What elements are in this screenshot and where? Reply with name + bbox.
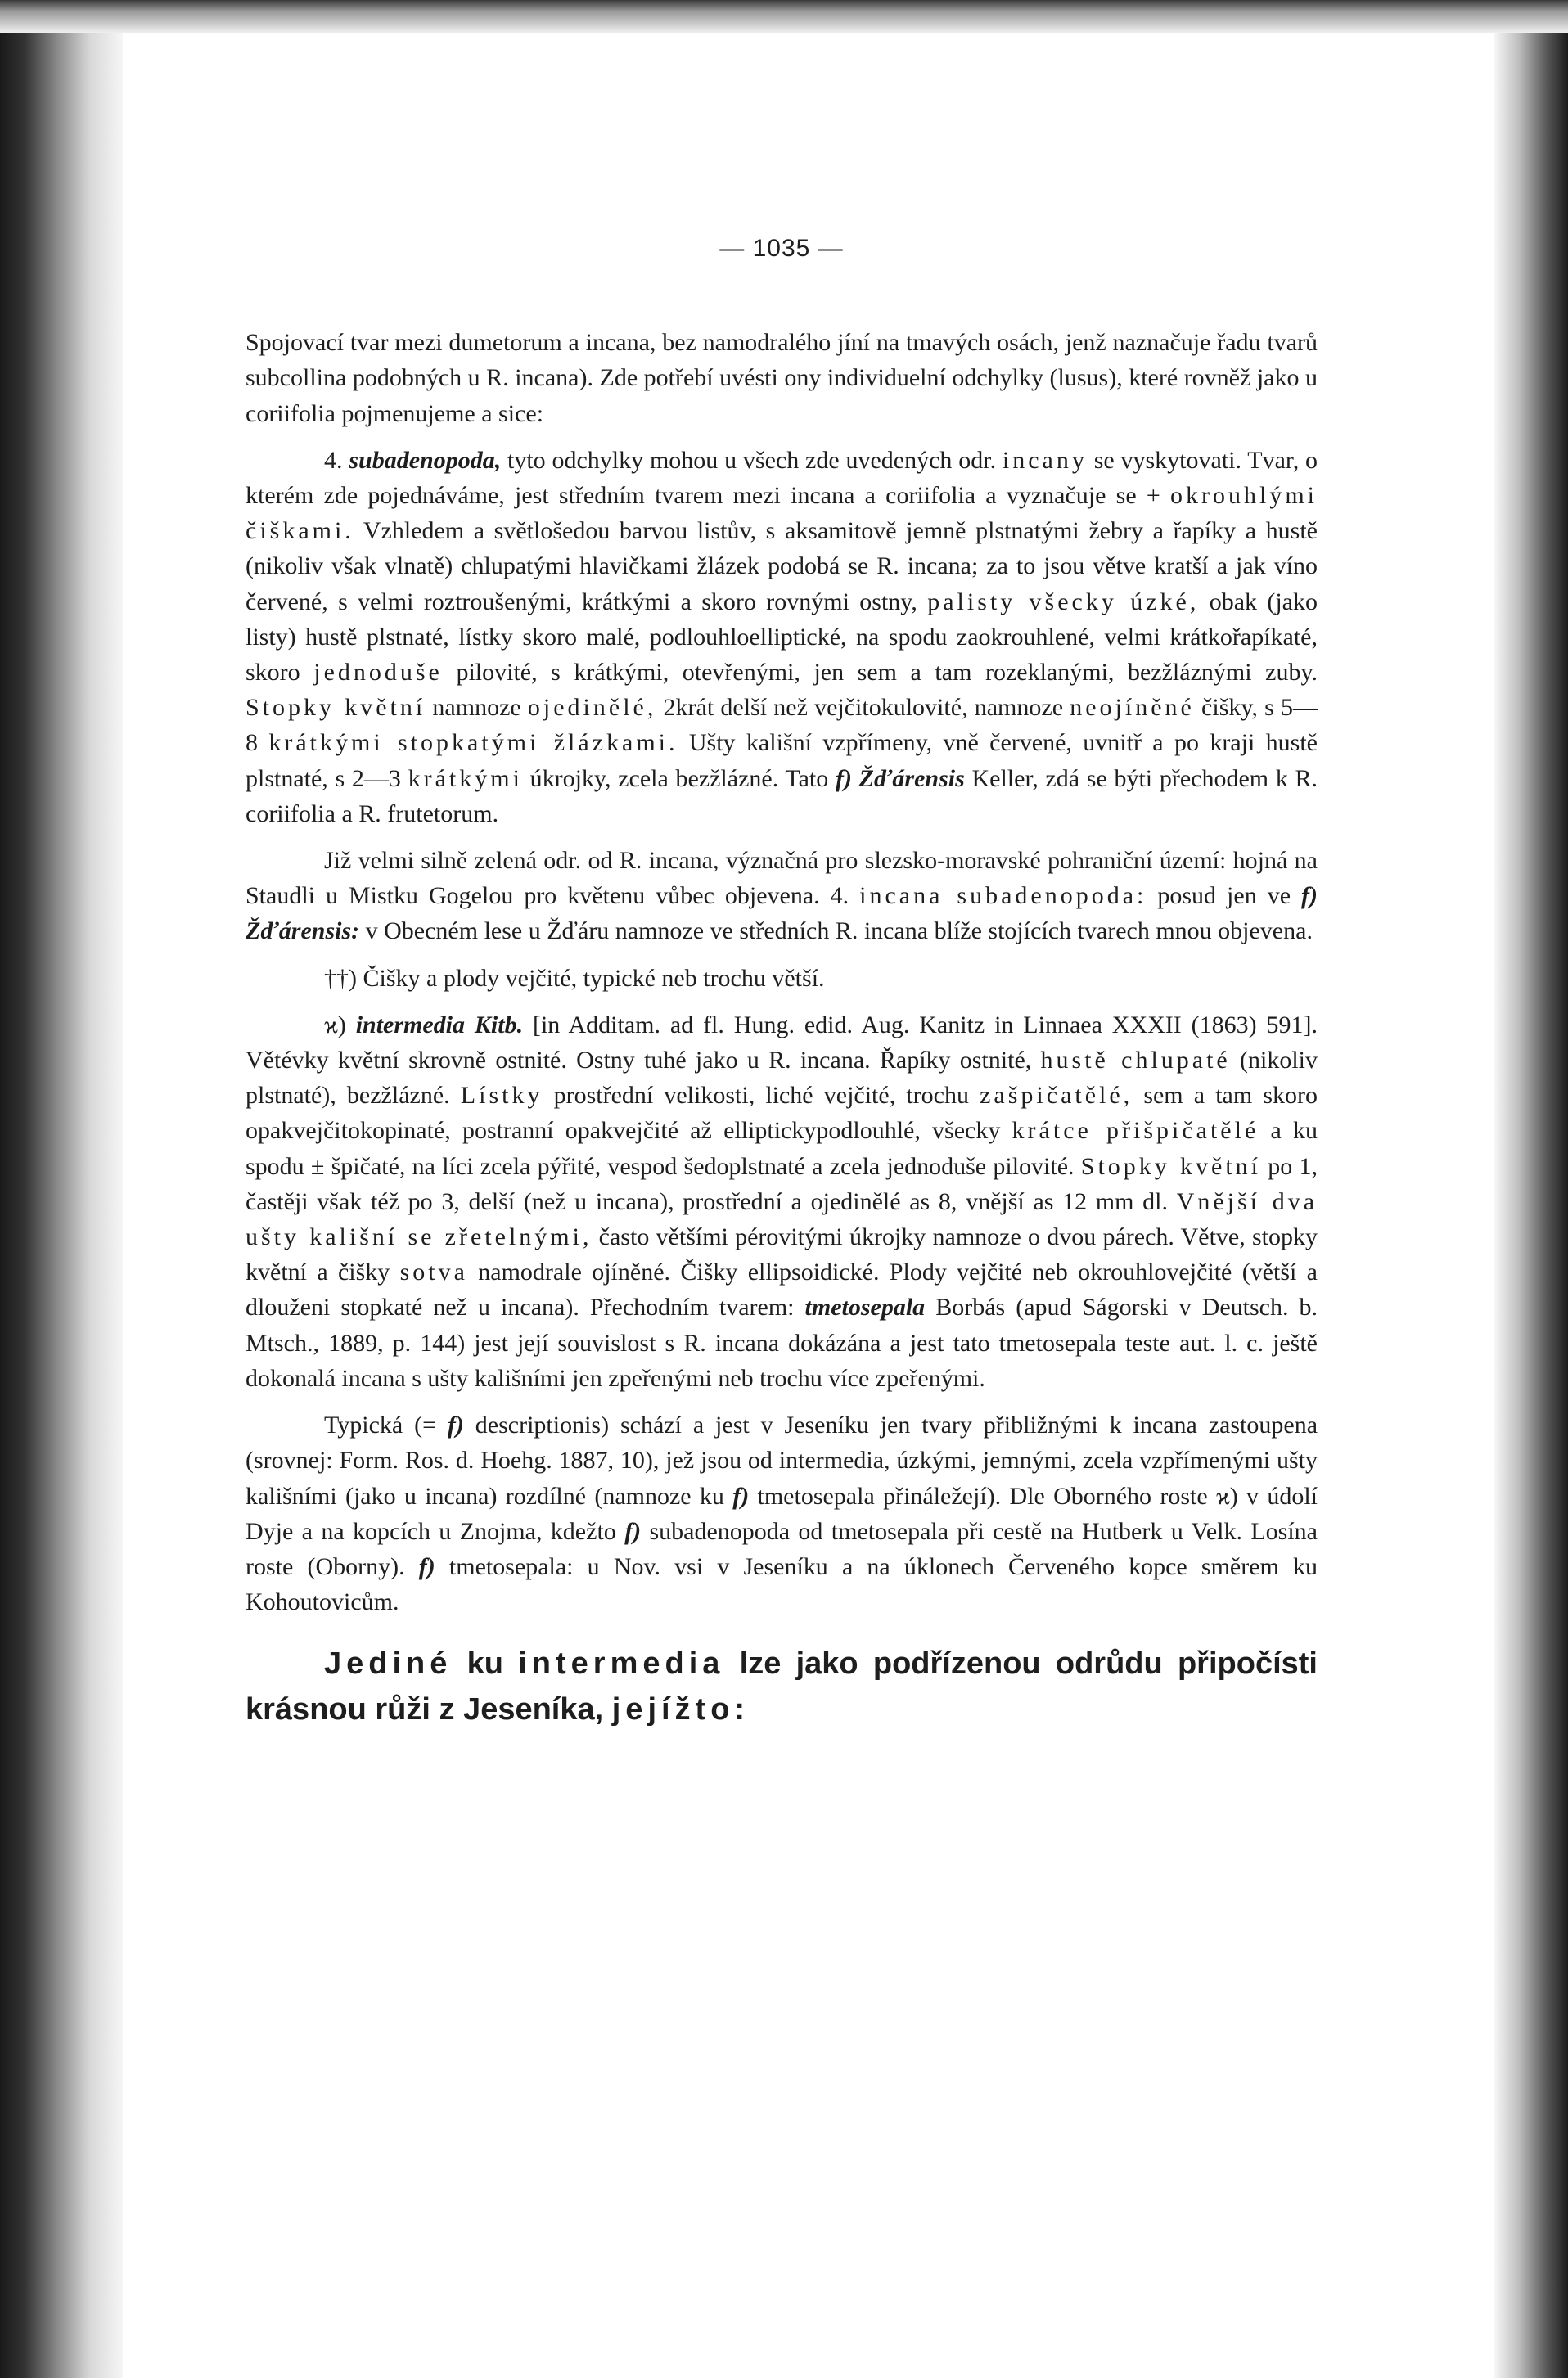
spaced-text: hustě chlupaté: [1040, 1047, 1231, 1074]
spaced-text: zašpičatělé,: [980, 1082, 1133, 1110]
text-run: sem a tam skoro opakvejčitokopinaté, postranní opakvejčité až elliptickypodlouhlé, všecky: [246, 1082, 1318, 1145]
spaced-text: Lístky: [460, 1082, 543, 1110]
spaced-text: sotva: [399, 1259, 468, 1286]
text-run: tyto odchylky mohou u všech zde uvedených odr.: [501, 446, 1003, 474]
spaced-text: ojedinělé,: [527, 694, 657, 722]
taxon-marker: f): [732, 1482, 750, 1510]
spaced-text: Vnější dva ušty kališní se zřetelnými,: [246, 1187, 1318, 1251]
text-run: namnoze: [426, 694, 528, 722]
text-run: ϰ): [324, 1011, 356, 1038]
text-run: tmetosepala: u Nov. vsi v Jeseníku a na úklonech Červeného kopce směrem ku Kohoutovicům.: [246, 1552, 1318, 1616]
paragraph-distribution: [246, 843, 1318, 949]
paragraph-key-fruit: ††) Čišky a plody vejčité, typické neb trochu větší.: [324, 964, 825, 992]
text-run: často většími pérovitými úkrojky namnoze o dvou párech. Větve, stopky květní a čišky: [246, 1223, 1318, 1286]
text-run: [in Additam. ad fl. Hung. edid. Aug. Kanitz in Linnaea XXXII (1863) 591]. Větévky květní skrovně ostnité. Ostny tuhé jako u R. incana. Řapíky ostnité,: [246, 1011, 1318, 1074]
closing-statement: [246, 1641, 1318, 1732]
text-run: Keller, zdá se býti přechodem k R. coriifolia a R. frutetorum.: [246, 764, 1318, 827]
text-run: descriptionis) schází a jest v Jeseníku jen tvary přibližnými k incana zastoupena (srovnej: Form. Ros. d. Hoehg. 1887, 10), jež jsou od intermedia, úzkými, jemnými, zcela vzpřímenými ušty kališními (jako u incana) rozdílné (namnoze ku: [246, 1412, 1318, 1510]
text-run: a ku spodu ± špičaté, na líci zcela pýřité, vespod šedoplstnaté a zcela jednoduše pilovité.: [246, 1117, 1318, 1180]
text-run: ku: [452, 1646, 519, 1682]
scan-edge-left: [0, 0, 123, 2378]
text-run: lze jako podřízenou odrůdu připočísti krásnou růži z Jeseníka,: [246, 1646, 1318, 1727]
text-run: po 1, častěji však též po 3, delší (než u incana), prostřední a ojedinělé as 8, vnější as 12 mm dl.: [246, 1152, 1318, 1215]
text-run: subadenopoda od tmetosepala při cestě na Hutberk u Velk. Losína roste (Oborny).: [246, 1517, 1318, 1580]
text-run: namodrale ojíněné. Čišky ellipsoidické. Plody vejčité neb okrouhlovejčité (větší a dlouženi stopkaté než u incana). Přechodním tvarem:: [246, 1259, 1318, 1322]
text-run: Vzhledem a světlošedou barvou listův, s aksamitově jemně plstnatými žebry a řapíky a hustě (nikoliv však vlnatě) chlupatými hlavičkami žlázek podobá se R. incana; za to jsou větve kratší a jak víno červené, s velmi roztroušenými, krátkými a skoro rovnými ostny,: [246, 517, 1318, 615]
spaced-text: palisty všecky úzké,: [927, 588, 1200, 615]
spaced-text: intermedia: [518, 1646, 725, 1682]
taxon-marker: f): [418, 1552, 435, 1580]
taxon-name: subadenopoda,: [349, 446, 502, 474]
text-run: tmetosepala přináležejí). Dle Oborného roste ϰ) v údolí Dyje a na kopcích u Znojma, kdežto: [246, 1482, 1318, 1545]
text-run: Již velmi silně zelená odr. od R. incana, význačná pro slezsko-moravské pohraniční území: hojná na Staudli u Mistku Gogelou pro květenu vůbec objevena. 4.: [246, 847, 1318, 910]
taxon-name: tmetosepala: [804, 1294, 926, 1322]
taxon-name: f) Žďárensis: [835, 764, 965, 792]
spaced-text: jejížto:: [611, 1692, 750, 1727]
text-run: posud jen ve: [1147, 882, 1302, 910]
page-body: [246, 231, 1318, 1763]
text-run: 2krát delší než vejčitokulovité, namnoze: [656, 694, 1070, 722]
spaced-text: incana subadenopoda:: [859, 882, 1147, 910]
text-run: Typická (=: [324, 1412, 448, 1439]
text-run: 4.: [324, 446, 349, 474]
taxon-name: intermedia Kitb.: [355, 1011, 524, 1038]
text-run: obak (jako listy) hustě plstnaté, lístky skoro malé, podlouhloelliptické, na spodu zaokrouhlené, velmi krátkořapíkaté, skoro: [246, 588, 1318, 687]
spaced-text: Jediné: [324, 1646, 453, 1682]
paragraph-intro: Spojovací tvar mezi dumetorum a incana, bez namodralého jíní na tmavých osách, jenž naznačuje řadu tvarů subcollina podobných u R. incana). Zde potřebí uvésti ony individuelní odchylky (lusus), které rovněž jako u coriifolia pojmenujeme a sice:: [246, 329, 1318, 427]
text-run: v Obecném lese u Žďáru namnoze ve středních R. incana blíže stojících tvarech mnou objevena.: [359, 917, 1313, 945]
text-run: pilovité, s krátkými, otevřenými, jen sem a tam rozeklanými, bezžláznými zuby.: [442, 659, 1318, 687]
spaced-text: krátkými: [408, 764, 523, 792]
spaced-text: okrouhlými čiškami.: [246, 482, 1318, 545]
spaced-text: neojíněné: [1070, 694, 1195, 722]
scan-edge-right: [1494, 0, 1568, 2378]
spaced-text: Stopky květní: [1080, 1152, 1262, 1180]
text-run: Borbás (apud Ságorski v Deutsch. b. Mtsch., 1889, p. 144) jest její souvislost s R. incana dokázána a jest tato tmetosepala teste aut. l. c. ještě dokonalá incana s ušty kališními jen zpeřenými neb trochu více zpeřenými.: [246, 1294, 1318, 1392]
taxon-marker: f): [447, 1412, 464, 1439]
spaced-text: Stopky květní: [246, 694, 426, 722]
text-run: úkrojky, zcela bezžlázné. Tato: [522, 764, 836, 792]
text-run: (nikoliv plstnaté), bezžlázné.: [246, 1047, 1318, 1110]
text-run: čišky, s 5—8: [246, 694, 1318, 757]
taxon-marker: f): [624, 1517, 642, 1545]
paragraph-typical: [246, 1407, 1318, 1619]
text-run: prostřední velikosti, liché vejčité, trochu: [543, 1082, 980, 1110]
spaced-text: krátkými stopkatými žlázkami.: [268, 729, 678, 757]
text-run: se vyskytovati. Tvar, o kterém zde pojednáváme, jest středním tvarem mezi incana a coriifolia a vyznačuje se +: [246, 446, 1318, 510]
spaced-text: krátce přišpičatělé: [1012, 1117, 1259, 1145]
page-number: — 1035 —: [719, 235, 844, 262]
paragraph-intermedia: [246, 1007, 1318, 1396]
text-run: Ušty kališní vzpřímeny, vně červené, uvnitř a po kraji hustě plstnaté, s 2—3: [246, 729, 1318, 792]
spaced-text: jednoduše: [313, 659, 443, 687]
scan-edge-top: [0, 0, 1568, 33]
spaced-text: incany: [1002, 446, 1088, 474]
taxon-name: f) Žďárensis:: [246, 882, 1318, 945]
paragraph-subadenopoda: [246, 443, 1318, 831]
